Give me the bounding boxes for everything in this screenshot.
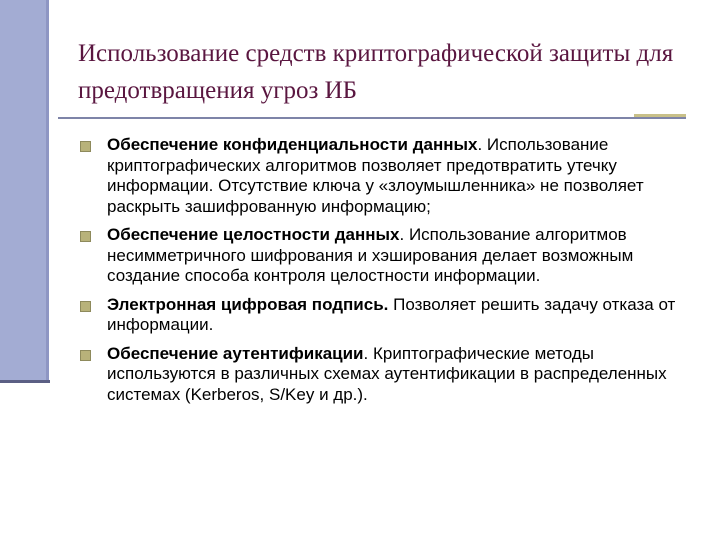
- square-bullet-icon: [80, 231, 91, 242]
- square-bullet-icon: [80, 301, 91, 312]
- bullet-text: . Использование криптографических алгоритмов позволяет предотвратить утечку информации. Отсутствие ключа у «злоумышленника» не позволяет раскрыть зашифрованную информацию;: [107, 135, 644, 216]
- title-divider: [58, 117, 686, 119]
- side-bar-edge-decoration: [46, 0, 49, 383]
- bullet-heading: Обеспечение конфиденциальности данных: [107, 135, 478, 154]
- bullet-text: . Использование алгоритмов несимметричного шифрования и хэширования делает возможным создание способа контроля целостности информации.: [107, 225, 634, 285]
- bullet-item-digital-signature: [80, 295, 690, 336]
- bullet-heading: Обеспечение аутентификации: [107, 343, 364, 363]
- bullet-item-authentication: [80, 344, 690, 406]
- bullet-heading: Электронная цифровая подпись.: [107, 294, 389, 314]
- bullet-list: [80, 135, 690, 413]
- bullet-text: Позволяет решить задачу отказа от информации.: [107, 294, 676, 334]
- square-bullet-icon: [80, 141, 91, 152]
- side-bar-shadow-decoration: [0, 380, 50, 383]
- bullet-heading: Обеспечение целостности данных: [107, 225, 400, 244]
- bullet-item-integrity: [80, 225, 690, 287]
- side-bar-decoration: [0, 0, 46, 382]
- bullet-text: . Криптографические методы используются в различных схемах аутентификации в распределенных системах (Kerberos, S/Key и др.).: [107, 343, 667, 404]
- title-divider-accent: [634, 114, 686, 117]
- square-bullet-icon: [80, 350, 91, 361]
- slide-title: Использование средств криптографической защиты для предотвращения угроз ИБ: [78, 40, 674, 104]
- bullet-item-confidentiality: [80, 135, 690, 217]
